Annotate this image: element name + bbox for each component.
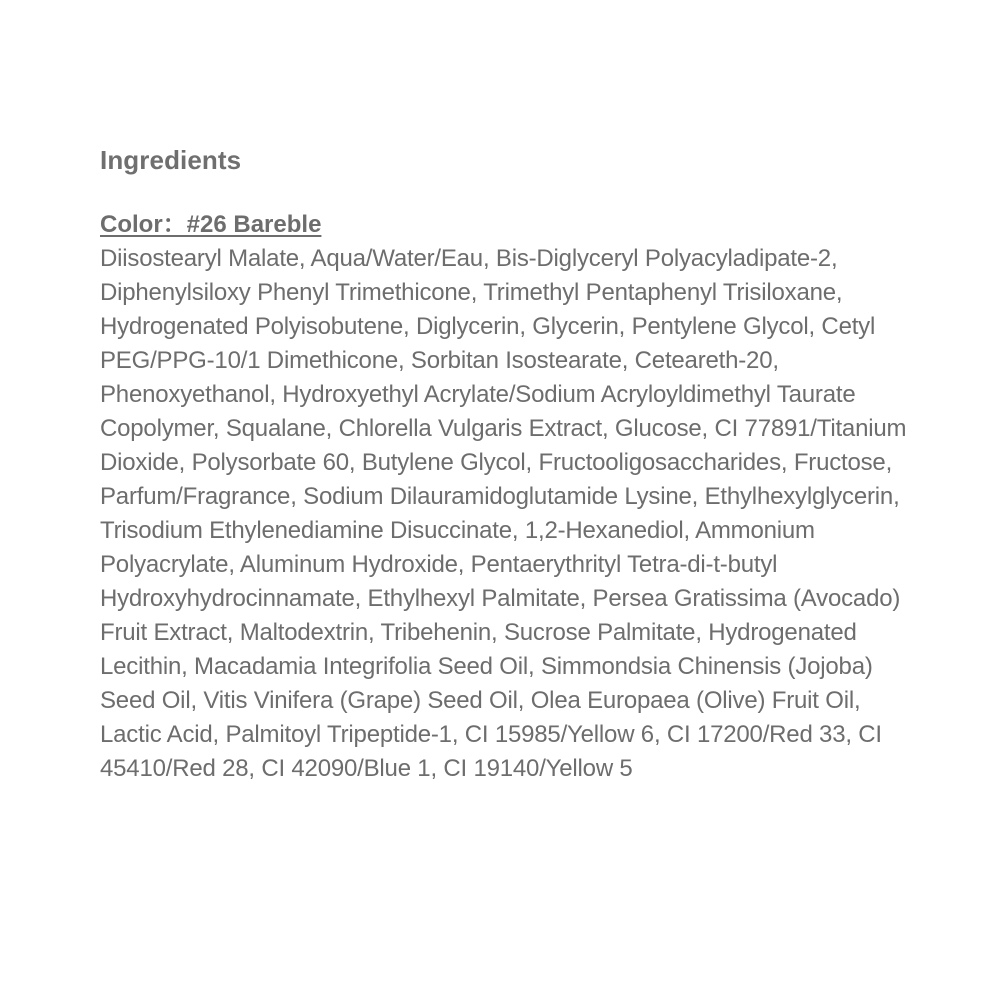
ingredients-panel [100, 140, 920, 786]
ingredient-list: Diisostearyl Malate, Aqua/Water/Eau, Bis-Diglyceryl Polyacyladipate-2, Diphenylsiloxy Phenyl Trimethicone, Trimethyl Pentaphenyl Trisiloxane, Hydrogenated Polyisobutene, Diglycerin, Glycerin, Pentylene Glycol, Cetyl PEG/PPG-10/1 Dimethicone, Sorbitan Isostearate, Ceteareth-20, Phenoxyethanol, Hydroxyethyl Acrylate/Sodium Acryloyldimethyl Taurate Copolymer, Squalane, Chlorella Vulgaris Extract, Glucose, CI 77891/Titanium Dioxide, Polysorbate 60, Butylene Glycol, Fructooligosaccharides, Fructose, Parfum/Fragrance, Sodium Dilauramidoglutamide Lysine, Ethylhexylglycerin, Trisodium Ethylenediamine Disuccinate, 1,2-Hexanediol, Ammonium Polyacrylate, Aluminum Hydroxide, Pentaerythrityl Tetra-di-t-butyl Hydroxyhydrocinnamate, Ethylhexyl Palmitate, Persea Gratissima (Avocado) Fruit Extract, Maltodextrin, Tribehenin, Sucrose Palmitate, Hydrogenated Lecithin, Macadamia Integrifolia Seed Oil, Simmondsia Chinensis (Jojoba) Seed Oil, Vitis Vinifera (Grape) Seed Oil, Olea Europaea (Olive) Fruit Oil, Lactic Acid, Palmitoyl Tripeptide-1, CI 15985/Yellow 6, CI 17200/Red 33, CI 45410/Red 28, CI 42090/Blue 1, CI 19140/Yellow 5 [100, 245, 907, 782]
shade-label: Color：#26 Bareble [100, 211, 322, 238]
ingredients-heading: Ingredients [100, 145, 242, 175]
